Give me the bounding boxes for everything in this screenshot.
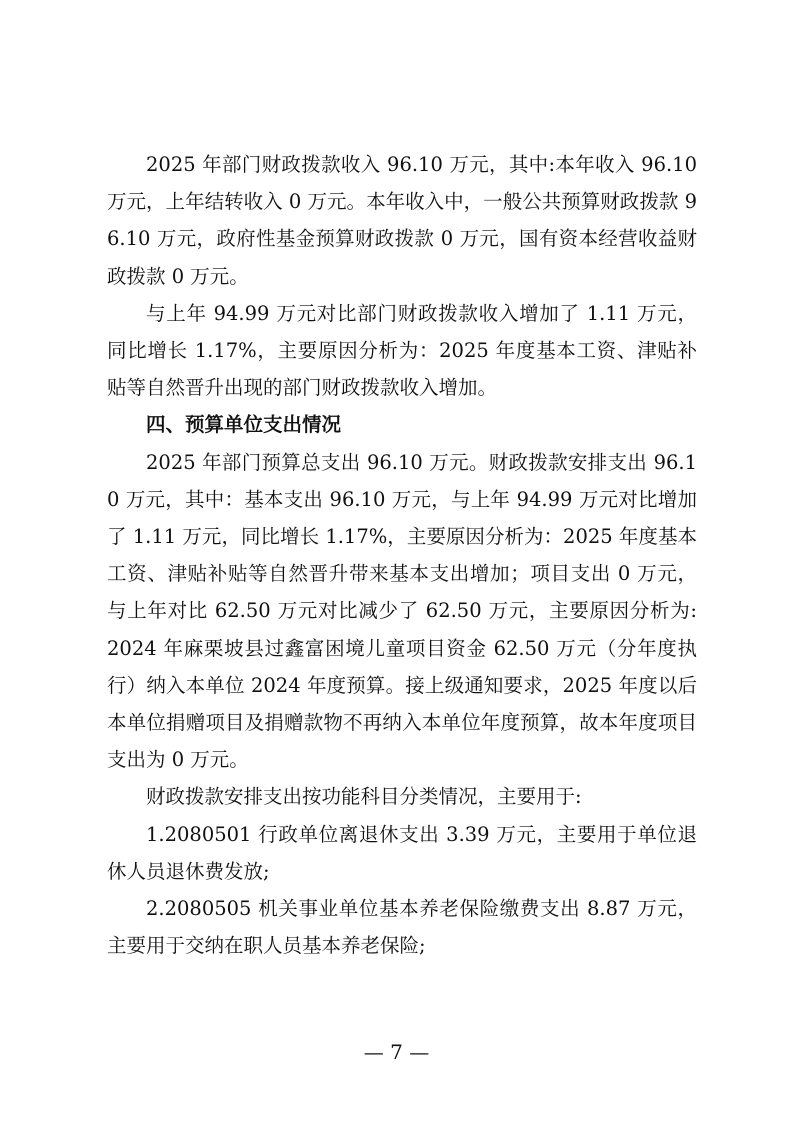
paragraph-expenditure-summary: 2025 年部门预算总支出 96.10 万元。财政拨款安排支出 96.10 万元，其中：基本支出 96.10 万元，与上年 94.99 万元对比增加了 1.11 万元，同比增长 1.17%，主要原因分析为：2025 年度基本工资、津贴补贴等自然晋升带来基本支出增加；项目支出 0 万元，与上年对比 62.50 万元对比减少了 62.50 万元，主要原因分析为: 2024 年麻栗坡县过鑫富困境儿童项目资金 62.50 万元（分年度执行）纳入本单位 2024 年度预算。接上级通知要求，2025 年度以后本单位捐赠项目及捐赠款物不再纳入本单位年度预算，故本年度项目支出为 0 万元。 — [107, 450, 697, 772]
paragraph-function-classification: 财政拨款安排支出按功能科目分类情况，主要用于: — [146, 785, 582, 809]
section-heading-expenditure: 四、预算单位支出情况 — [146, 413, 342, 437]
paragraph-item-2: 2.2080505 机关事业单位基本养老保险缴费支出 8.87 万元，主要用于交纳在职人员基本养老保险; — [107, 897, 697, 958]
page-number: — 7 — — [363, 1040, 430, 1064]
paragraph-income-summary: 2025 年部门财政拨款收入 96.10 万元，其中:本年收入 96.10 万元，上年结转收入 0 万元。本年收入中，一般公共预算财政拨款 96.10 万元，政府性基金预算财政拨款 0 万元，国有资本经营收益财政拨款 0 万元。 — [107, 153, 697, 288]
paragraph-income-comparison: 与上年 94.99 万元对比部门财政拨款收入增加了 1.11 万元，同比增长 1.17%，主要原因分析为：2025 年度基本工资、津贴补贴等自然晋升出现的部门财政拨款收入增加。 — [107, 301, 697, 400]
document-body — [107, 146, 697, 964]
paragraph-item-1: 1.2080501 行政单位离退休支出 3.39 万元，主要用于单位退休人员退休费发放; — [107, 822, 697, 883]
